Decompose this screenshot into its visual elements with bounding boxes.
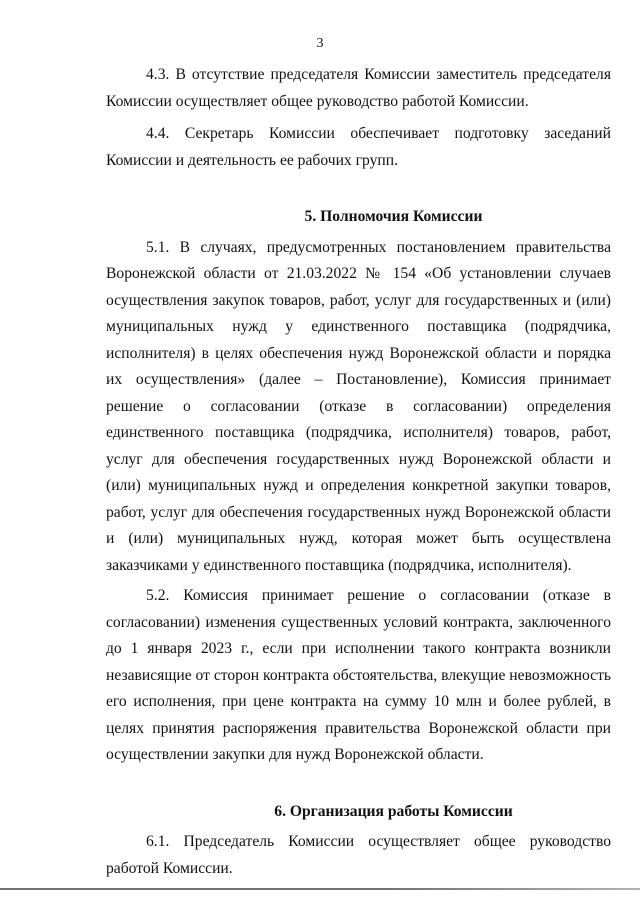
scan-bottom-edge (0, 888, 640, 890)
paragraph-4-3: 4.3. В отсутствие председателя Комиссии заместитель председателя Комиссии осуществляет общее руководство работой Комиссии. (106, 66, 611, 110)
paragraph-4-4: 4.4. Секретарь Комиссии обеспечивает подготовку заседаний Комиссии и деятельность ее рабочих групп. (106, 125, 611, 169)
paragraph-5-1: 5.1. В случаях, предусмотренных постановлением правительства Воронежской области от 21.03.2022 № 154 «Об установлении случаев осуществления закупок товаров, работ, услуг для государственных и (или) муниципальных нужд у единственного поставщика (подрядчика, исполнителя) в целях обеспечения нужд Воронежской области и порядка их осуществления» (далее – Постановление), Комиссия принимает решение о согласовании (отказе в согласовании) определения единственного поставщика (подрядчика, исполнителя) товаров, работ, услуг для обеспечения государственных нужд Воронежской области и (или) муниципальных нужд и определения конкретной закупки товаров, работ, услуг для обеспечения государственных нужд Воронежской области и (или) муниципальных нужд, которая может быть осуществлена заказчиками у единственного поставщика (подрядчика, исполнителя). (106, 238, 611, 574)
document-body (106, 62, 611, 882)
section-heading-6: 6. Организация работы Комиссии (274, 802, 513, 820)
page-number: 3 (316, 36, 324, 51)
paragraph-5-2: 5.2. Комиссия принимает решение о согласовании (отказе в согласовании) изменения существенных условий контракта, заключенного до 1 января 2023 г., если при исполнении такого контракта возникли независящие от сторон контракта обстоятельства, влекущие невозможность его исполнения, при цене контракта на сумму 10 млн и более рублей, в целях принятия распоряжения правительства Воронежской области при осуществлении закупки для нужд Воронежской области. (106, 587, 611, 763)
paragraph-6-1: 6.1. Председатель Комиссии осуществляет общее руководство работой Комиссии. (106, 833, 611, 877)
section-heading-5: 5. Полномочия Комиссии (304, 208, 483, 225)
